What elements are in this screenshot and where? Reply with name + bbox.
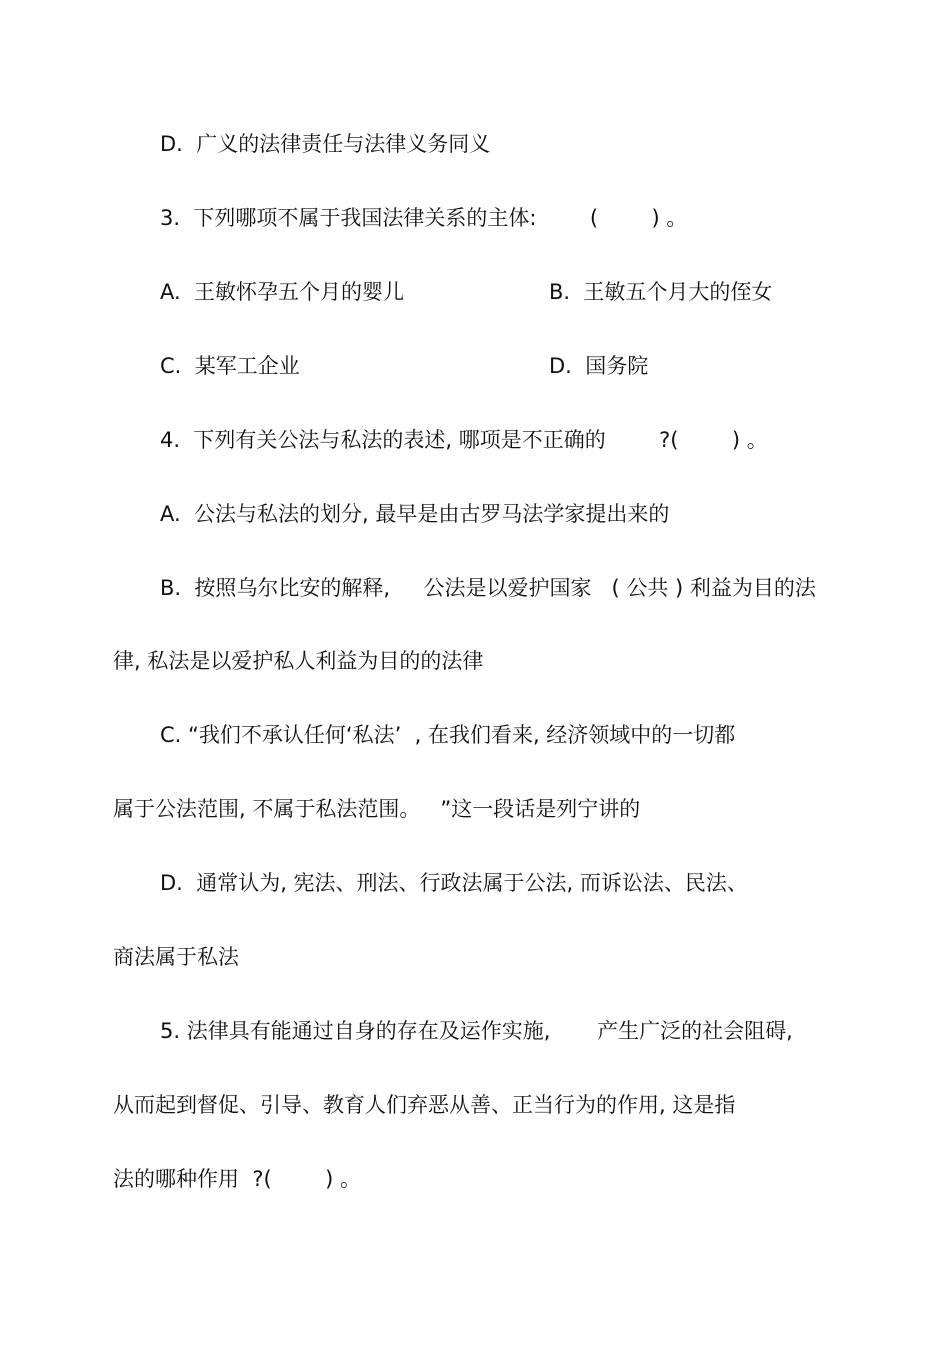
q5-stem-line1: 5. 法律具有能通过自身的存在及运作实施, 产生广泛的社会阻碍, — [160, 1019, 793, 1043]
q3-option-d: D. 国务院 — [549, 354, 649, 378]
q3-stem: 3. 下列哪项不属于我国法律关系的主体: ( ) 。 — [160, 206, 688, 230]
q4-option-c-line1: C. “我们不承认任何‘私法’ , 在我们看来, 经济领域中的一切都 — [160, 723, 736, 747]
q5-stem-line2: 从而起到督促、引导、教育人们弃恶从善、正当行为的作用, 这是指 — [113, 1093, 736, 1117]
q4-stem: 4. 下列有关公法与私法的表述, 哪项是不正确的 ?( ) 。 — [160, 428, 768, 452]
q2-option-d: D. 广义的法律责任与法律义务同义 — [160, 132, 491, 156]
q4-option-c-line2: 属于公法范围, 不属于私法范围。 ”这一段话是列宁讲的 — [113, 797, 641, 821]
q4-option-a: A. 公法与私法的划分, 最早是由古罗马法学家提出来的 — [160, 502, 670, 526]
q4-option-d-line2: 商法属于私法 — [113, 945, 239, 969]
q4-option-d-line1: D. 通常认为, 宪法、刑法、行政法属于公法, 而诉讼法、民法、 — [160, 871, 748, 895]
q3-option-c: C. 某军工企业 — [160, 354, 300, 378]
q5-stem-line3: 法的哪种作用 ?( ) 。 — [113, 1167, 361, 1191]
q3-option-b: B. 王敏五个月大的侄女 — [549, 280, 773, 304]
q4-option-b-line1: B. 按照乌尔比安的解释, 公法是以爱护国家 ( 公共 ) 利益为目的法 — [160, 576, 816, 600]
q4-option-b-line2: 律, 私法是以爱护私人利益为目的的法律 — [113, 649, 484, 673]
q3-option-a: A. 王敏怀孕五个月的婴儿 — [160, 280, 405, 304]
